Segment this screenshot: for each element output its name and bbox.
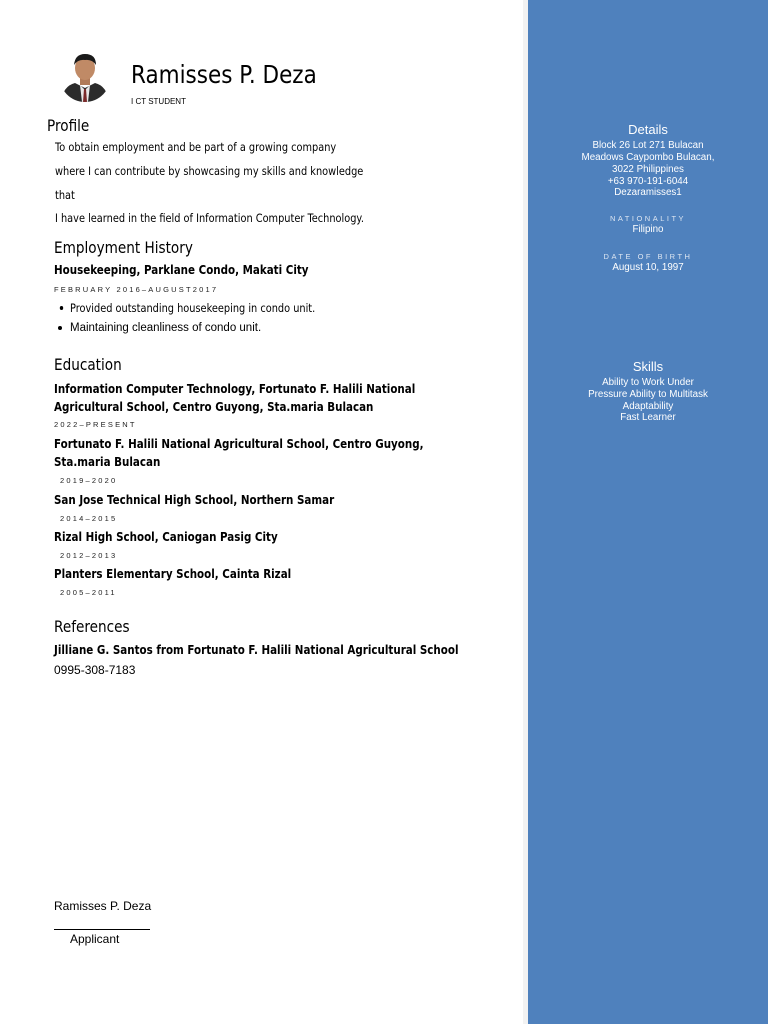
address-line: Meadows Caypombo Bulacan, xyxy=(581,152,715,163)
education-dates: 2014–2015 xyxy=(60,514,118,523)
education-title-line: Fortunato F. Halili National Agricultural School, Centro Guyong, xyxy=(54,437,424,451)
dob-label: DATE OF BIRTH xyxy=(603,252,693,261)
education-entry-title xyxy=(54,528,424,546)
profile-line: I have learned in the field of Information Computer Technology. xyxy=(55,211,364,225)
education-dates: 2022–PRESENT xyxy=(54,420,137,429)
education-title-line: Agricultural School, Centro Guyong, Sta.maria Bulacan xyxy=(54,400,374,414)
candidate-role: I CT STUDENT xyxy=(131,97,186,106)
profile-line: where I can contribute by showcasing my skills and knowledge xyxy=(55,164,364,178)
skills-heading: Skills xyxy=(632,359,664,374)
dob-value: August 10, 1997 xyxy=(612,262,684,273)
skill-item: Fast Learner xyxy=(620,412,676,423)
education-title-line: San Jose Technical High School, Northern Samar xyxy=(54,493,335,507)
education-heading: Education xyxy=(54,355,122,374)
sidebar xyxy=(528,0,768,1024)
reference-name: Jilliane G. Santos from Fortunato F. Halili National Agricultural School xyxy=(54,643,459,657)
phone-number: +63 970-191-6044 xyxy=(607,176,689,187)
employment-heading: Employment History xyxy=(54,238,193,257)
details-heading: Details xyxy=(628,122,668,137)
education-entry-title xyxy=(54,435,424,471)
signature-title: Applicant xyxy=(70,932,120,946)
job-bullet: Provided outstanding housekeeping in condo unit. xyxy=(70,300,315,320)
references-heading: References xyxy=(54,617,130,636)
profile-heading: Profile xyxy=(47,116,90,135)
signature-name: Ramisses P. Deza xyxy=(54,899,152,913)
address-line: 3022 Philippines xyxy=(612,164,684,175)
signature-line xyxy=(54,929,150,930)
education-title-line: Planters Elementary School, Cainta Rizal xyxy=(54,567,292,581)
education-dates: 2012–2013 xyxy=(60,551,118,560)
education-entry-title xyxy=(54,565,424,583)
profile-photo xyxy=(59,48,111,102)
education-dates: 2005–2011 xyxy=(60,588,117,597)
profile-line: To obtain employment and be part of a growing company xyxy=(55,140,337,154)
nationality-label: NATIONALITY xyxy=(609,214,687,223)
address-line: Block 26 Lot 271 Bulacan xyxy=(592,140,704,151)
job-dates: FEBRUARY 2016–AUGUST2017 xyxy=(54,285,219,294)
job-title: Housekeeping, Parklane Condo, Makati City xyxy=(54,263,309,277)
skill-item: Adaptability xyxy=(622,401,674,412)
education-title-line: Information Computer Technology, Fortunato F. Halili National xyxy=(54,382,416,396)
job-bullet: Maintaining cleanliness of condo unit. xyxy=(70,320,359,340)
profile-line: that xyxy=(55,188,75,202)
education-dates: 2019–2020 xyxy=(60,476,118,485)
education-title-line: Rizal High School, Caniogan Pasig City xyxy=(54,530,278,544)
skill-item: Pressure Ability to Multitask xyxy=(588,389,708,400)
job-bullet-list xyxy=(70,300,359,340)
candidate-name: Ramisses P. Deza xyxy=(131,60,317,89)
nationality-value: Filipino xyxy=(632,224,664,235)
email: Dezaramisses1 xyxy=(614,187,682,198)
education-entry-title xyxy=(54,491,424,509)
skill-item: Ability to Work Under xyxy=(602,377,694,388)
education-title-line: Sta.maria Bulacan xyxy=(54,455,161,469)
reference-phone: 0995-308-7183 xyxy=(54,663,136,677)
education-entry-title xyxy=(54,380,424,416)
